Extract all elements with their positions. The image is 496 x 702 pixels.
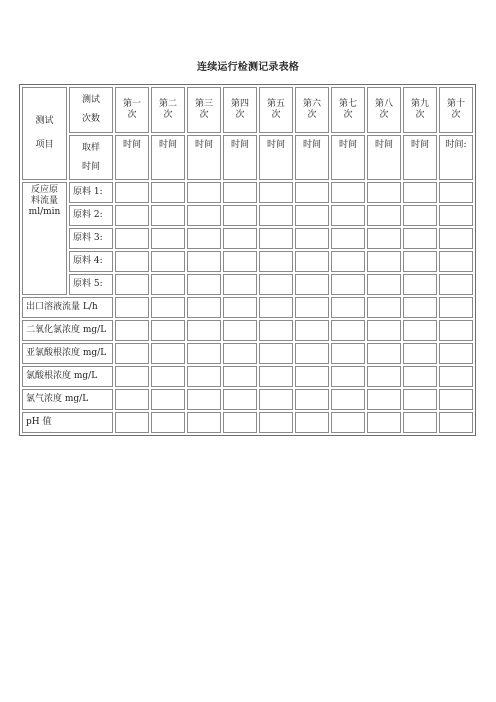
data-cell[interactable] bbox=[403, 182, 437, 203]
data-cell[interactable] bbox=[403, 389, 437, 410]
data-cell[interactable] bbox=[259, 297, 293, 318]
data-cell[interactable] bbox=[259, 228, 293, 249]
data-cell[interactable] bbox=[295, 228, 329, 249]
measure-label-chlorine-gas: 氯气浓度 mg/L bbox=[22, 389, 113, 410]
test-item-header bbox=[22, 87, 67, 180]
data-cell[interactable] bbox=[223, 228, 257, 249]
data-cell[interactable] bbox=[331, 366, 365, 387]
data-cell[interactable] bbox=[151, 251, 185, 272]
count-header-label: 第十 bbox=[446, 99, 465, 109]
data-cell[interactable] bbox=[331, 228, 365, 249]
data-cell[interactable] bbox=[331, 320, 365, 341]
count-header-7 bbox=[331, 87, 365, 133]
material-label-3: 原料 3: bbox=[69, 228, 113, 249]
data-cell[interactable] bbox=[259, 182, 293, 203]
data-cell[interactable] bbox=[439, 228, 473, 249]
data-cell[interactable] bbox=[295, 320, 329, 341]
data-cell[interactable] bbox=[295, 412, 329, 433]
count-header-2 bbox=[151, 87, 185, 133]
time-header-9: 时间 bbox=[403, 135, 437, 180]
data-cell[interactable] bbox=[115, 320, 149, 341]
count-header-unit: 次 bbox=[415, 110, 425, 120]
time-header-10: 时间: bbox=[439, 135, 473, 180]
data-cell[interactable] bbox=[367, 251, 401, 272]
count-header-label: 第五 bbox=[266, 99, 285, 109]
data-cell[interactable] bbox=[259, 412, 293, 433]
data-cell[interactable] bbox=[403, 205, 437, 226]
data-cell[interactable] bbox=[187, 343, 221, 364]
data-cell[interactable] bbox=[151, 274, 185, 295]
data-cell[interactable] bbox=[403, 274, 437, 295]
count-header-9 bbox=[403, 87, 437, 133]
measure-label-outlet-flow: 出口溶液流量 L/h bbox=[22, 297, 113, 318]
page-title: 连续运行检测记录表格 bbox=[197, 62, 299, 73]
count-header-unit: 次 bbox=[127, 110, 137, 120]
time-header-5: 时间 bbox=[259, 135, 293, 180]
data-cell[interactable] bbox=[223, 389, 257, 410]
data-cell[interactable] bbox=[151, 320, 185, 341]
data-cell[interactable] bbox=[295, 297, 329, 318]
data-cell[interactable] bbox=[115, 412, 149, 433]
count-header-unit: 次 bbox=[163, 110, 173, 120]
count-header-label: 第三 bbox=[194, 99, 213, 109]
sample-time-line1: 取样 bbox=[81, 142, 100, 153]
count-header-unit: 次 bbox=[307, 110, 317, 120]
measure-label-ph: pH 值 bbox=[22, 412, 113, 433]
data-cell[interactable] bbox=[115, 251, 149, 272]
data-cell[interactable] bbox=[115, 343, 149, 364]
measure-label-clo2: 二氧化氯浓度 mg/L bbox=[22, 320, 113, 341]
count-header-8 bbox=[367, 87, 401, 133]
data-cell[interactable] bbox=[115, 228, 149, 249]
data-cell[interactable] bbox=[331, 205, 365, 226]
data-cell[interactable] bbox=[115, 366, 149, 387]
time-header-6: 时间 bbox=[295, 135, 329, 180]
count-header-unit: 次 bbox=[343, 110, 353, 120]
data-cell[interactable] bbox=[367, 228, 401, 249]
feed-flow-label bbox=[22, 182, 67, 295]
count-header-4 bbox=[223, 87, 257, 133]
data-cell[interactable] bbox=[187, 412, 221, 433]
time-header-4: 时间 bbox=[223, 135, 257, 180]
data-cell[interactable] bbox=[367, 182, 401, 203]
count-header-label: 第九 bbox=[410, 99, 429, 109]
data-cell[interactable] bbox=[331, 343, 365, 364]
data-cell[interactable] bbox=[439, 343, 473, 364]
data-cell[interactable] bbox=[403, 251, 437, 272]
test-count-header bbox=[69, 87, 113, 133]
data-cell[interactable] bbox=[331, 297, 365, 318]
data-cell[interactable] bbox=[187, 182, 221, 203]
data-cell[interactable] bbox=[295, 389, 329, 410]
time-header-7: 时间 bbox=[331, 135, 365, 180]
data-cell[interactable] bbox=[151, 412, 185, 433]
sample-time-header bbox=[69, 135, 113, 180]
count-header-label: 第二 bbox=[158, 99, 177, 109]
data-cell[interactable] bbox=[223, 366, 257, 387]
data-cell[interactable] bbox=[223, 320, 257, 341]
data-cell[interactable] bbox=[403, 343, 437, 364]
data-cell[interactable] bbox=[151, 182, 185, 203]
data-cell[interactable] bbox=[151, 389, 185, 410]
count-header-6 bbox=[295, 87, 329, 133]
data-cell[interactable] bbox=[439, 412, 473, 433]
data-cell[interactable] bbox=[151, 297, 185, 318]
data-cell[interactable] bbox=[259, 389, 293, 410]
data-cell[interactable] bbox=[403, 366, 437, 387]
data-cell[interactable] bbox=[223, 343, 257, 364]
count-header-label: 第八 bbox=[374, 99, 393, 109]
data-cell[interactable] bbox=[331, 274, 365, 295]
material-label-5: 原料 5: bbox=[69, 274, 113, 295]
data-cell[interactable] bbox=[295, 205, 329, 226]
data-cell[interactable] bbox=[223, 297, 257, 318]
data-cell[interactable] bbox=[367, 320, 401, 341]
measure-label-chlorate: 氯酸根浓度 mg/L bbox=[22, 366, 113, 387]
data-cell[interactable] bbox=[259, 366, 293, 387]
count-header-label: 第四 bbox=[230, 99, 249, 109]
sample-time-line2: 时间 bbox=[81, 161, 100, 172]
test-item-line2: 项目 bbox=[35, 140, 54, 150]
data-cell[interactable] bbox=[259, 274, 293, 295]
data-cell[interactable] bbox=[367, 389, 401, 410]
data-cell[interactable] bbox=[187, 366, 221, 387]
data-cell[interactable] bbox=[259, 251, 293, 272]
feed-flow-line1: 反应原 bbox=[30, 185, 58, 195]
data-cell[interactable] bbox=[439, 182, 473, 203]
data-cell[interactable] bbox=[115, 297, 149, 318]
data-cell[interactable] bbox=[439, 274, 473, 295]
data-cell[interactable] bbox=[367, 343, 401, 364]
count-header-unit: 次 bbox=[451, 110, 461, 120]
data-cell[interactable] bbox=[403, 320, 437, 341]
data-cell[interactable] bbox=[367, 274, 401, 295]
data-cell[interactable] bbox=[151, 205, 185, 226]
data-cell[interactable] bbox=[115, 182, 149, 203]
count-header-unit: 次 bbox=[271, 110, 281, 120]
data-cell[interactable] bbox=[331, 251, 365, 272]
count-header-unit: 次 bbox=[379, 110, 389, 120]
feed-flow-line3: ml/min bbox=[28, 207, 61, 217]
count-header-5 bbox=[259, 87, 293, 133]
measure-label-chlorite: 亚氯酸根浓度 mg/L bbox=[22, 343, 113, 364]
time-header-1: 时间 bbox=[115, 135, 149, 180]
record-table bbox=[19, 84, 476, 436]
test-item-line1: 测试 bbox=[35, 116, 54, 126]
time-header-2: 时间 bbox=[151, 135, 185, 180]
data-cell[interactable] bbox=[259, 320, 293, 341]
data-cell[interactable] bbox=[403, 412, 437, 433]
count-header-label: 第一 bbox=[122, 99, 141, 109]
count-header-3 bbox=[187, 87, 221, 133]
data-cell[interactable] bbox=[187, 297, 221, 318]
data-cell[interactable] bbox=[295, 366, 329, 387]
count-header-unit: 次 bbox=[235, 110, 245, 120]
material-label-1: 原料 1: bbox=[69, 182, 113, 203]
count-header-unit: 次 bbox=[199, 110, 209, 120]
data-cell[interactable] bbox=[295, 251, 329, 272]
time-header-8: 时间 bbox=[367, 135, 401, 180]
data-cell[interactable] bbox=[367, 205, 401, 226]
data-cell[interactable] bbox=[223, 274, 257, 295]
count-header-label: 第六 bbox=[302, 99, 321, 109]
data-cell[interactable] bbox=[403, 297, 437, 318]
data-cell[interactable] bbox=[331, 389, 365, 410]
count-header-label: 第七 bbox=[338, 99, 357, 109]
data-cell[interactable] bbox=[439, 251, 473, 272]
count-header-10 bbox=[439, 87, 473, 133]
data-cell[interactable] bbox=[115, 274, 149, 295]
data-cell[interactable] bbox=[439, 389, 473, 410]
data-cell[interactable] bbox=[187, 389, 221, 410]
data-cell[interactable] bbox=[223, 412, 257, 433]
test-count-line1: 测试 bbox=[81, 95, 100, 105]
data-cell[interactable] bbox=[223, 182, 257, 203]
time-header-3: 时间 bbox=[187, 135, 221, 180]
material-label-2: 原料 2: bbox=[69, 205, 113, 226]
data-cell[interactable] bbox=[187, 274, 221, 295]
feed-flow-line2: 料流量 bbox=[30, 196, 58, 206]
data-cell[interactable] bbox=[439, 320, 473, 341]
data-cell[interactable] bbox=[439, 297, 473, 318]
data-cell[interactable] bbox=[151, 366, 185, 387]
data-cell[interactable] bbox=[367, 366, 401, 387]
data-cell[interactable] bbox=[187, 205, 221, 226]
data-cell[interactable] bbox=[439, 366, 473, 387]
data-cell[interactable] bbox=[439, 205, 473, 226]
count-header-1 bbox=[115, 87, 149, 133]
test-count-line2: 次数 bbox=[81, 114, 100, 124]
data-cell[interactable] bbox=[151, 228, 185, 249]
data-cell[interactable] bbox=[259, 205, 293, 226]
data-cell[interactable] bbox=[115, 389, 149, 410]
data-cell[interactable] bbox=[187, 320, 221, 341]
data-cell[interactable] bbox=[403, 228, 437, 249]
data-cell[interactable] bbox=[187, 228, 221, 249]
data-cell[interactable] bbox=[331, 182, 365, 203]
data-cell[interactable] bbox=[331, 412, 365, 433]
data-cell[interactable] bbox=[367, 412, 401, 433]
data-cell[interactable] bbox=[223, 205, 257, 226]
data-cell[interactable] bbox=[295, 343, 329, 364]
data-cell[interactable] bbox=[295, 182, 329, 203]
data-cell[interactable] bbox=[115, 205, 149, 226]
data-cell[interactable] bbox=[151, 343, 185, 364]
data-cell[interactable] bbox=[367, 297, 401, 318]
data-cell[interactable] bbox=[187, 251, 221, 272]
material-label-4: 原料 4: bbox=[69, 251, 113, 272]
data-cell[interactable] bbox=[223, 251, 257, 272]
data-cell[interactable] bbox=[259, 343, 293, 364]
data-cell[interactable] bbox=[295, 274, 329, 295]
